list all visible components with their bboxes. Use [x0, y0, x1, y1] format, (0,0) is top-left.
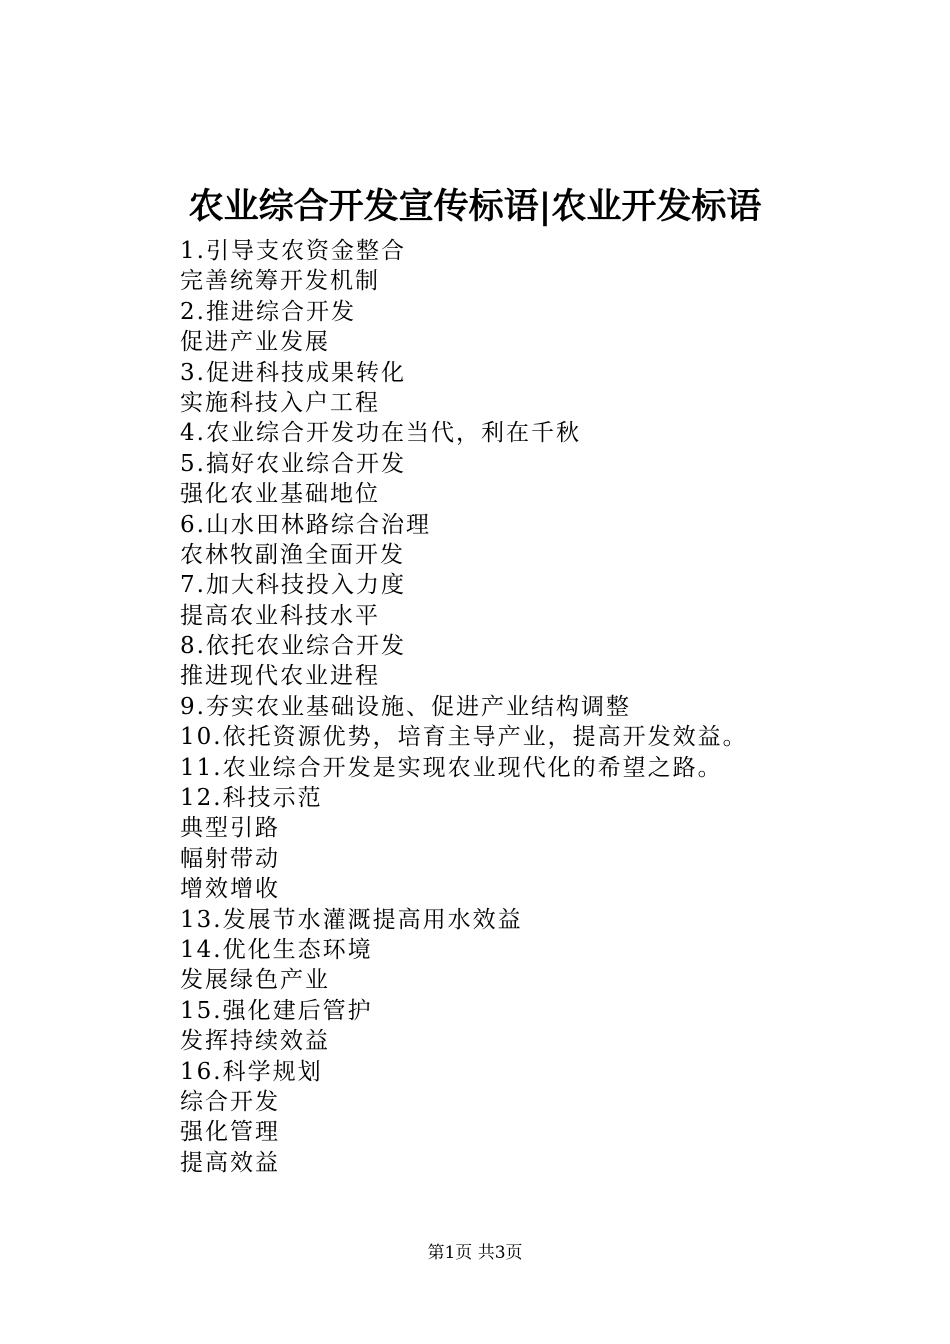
- slogan-line: 13.发展节水灌溉提高用水效益: [180, 906, 523, 933]
- slogan-line: 8.依托农业综合开发: [180, 633, 406, 660]
- slogan-line: 提高效益: [180, 1149, 280, 1176]
- slogan-line: 实施科技入户工程: [180, 389, 380, 416]
- slogan-line: 12.科技示范: [180, 785, 323, 812]
- slogan-line: 强化农业基础地位: [180, 481, 380, 508]
- slogan-line: 14.优化生态环境: [180, 936, 373, 963]
- slogan-line: 提高农业科技水平: [180, 602, 380, 629]
- slogan-line: 综合开发: [180, 1088, 280, 1115]
- document-title: 农业综合开发宣传标语|农业开发标语: [188, 186, 762, 227]
- slogan-line: 强化管理: [180, 1119, 280, 1146]
- slogan-line: 15.强化建后管护: [180, 997, 373, 1024]
- page-footer: 第1页 共3页: [427, 1243, 523, 1263]
- slogan-line: 11.农业综合开发是实现农业现代化的希望之路。: [180, 754, 723, 781]
- slogan-line: 发挥持续效益: [180, 1028, 330, 1055]
- slogan-line: 9.夯实农业基础设施、促进产业结构调整: [180, 693, 631, 720]
- slogan-line: 农林牧副渔全面开发: [180, 541, 405, 568]
- slogan-line: 典型引路: [180, 815, 280, 842]
- slogan-line: 幅射带动: [180, 845, 280, 872]
- slogan-line: 促进产业发展: [180, 329, 330, 356]
- slogan-line: 推进现代农业进程: [180, 663, 380, 690]
- slogan-line: 发展绿色产业: [180, 967, 330, 994]
- slogan-line: 3.促进科技成果转化: [180, 359, 406, 386]
- slogan-line: 2.推进综合开发: [180, 298, 356, 325]
- slogan-line: 16.科学规划: [180, 1058, 323, 1085]
- slogan-line: 完善统筹开发机制: [180, 268, 380, 295]
- slogan-line: 1.引导支农资金整合: [180, 238, 406, 264]
- slogan-line: 增效增收: [180, 876, 280, 903]
- slogan-line: 7.加大科技投入力度: [180, 572, 406, 599]
- slogan-line: 10.依托资源优势，培育主导产业，提高开发效益。: [180, 724, 748, 751]
- slogan-line: 4.农业综合开发功在当代，利在千秋: [180, 420, 581, 447]
- slogan-list: [180, 236, 820, 1178]
- slogan-line: 5.搞好农业综合开发: [180, 450, 406, 477]
- slogan-line: 6.山水田林路综合治理: [180, 511, 431, 538]
